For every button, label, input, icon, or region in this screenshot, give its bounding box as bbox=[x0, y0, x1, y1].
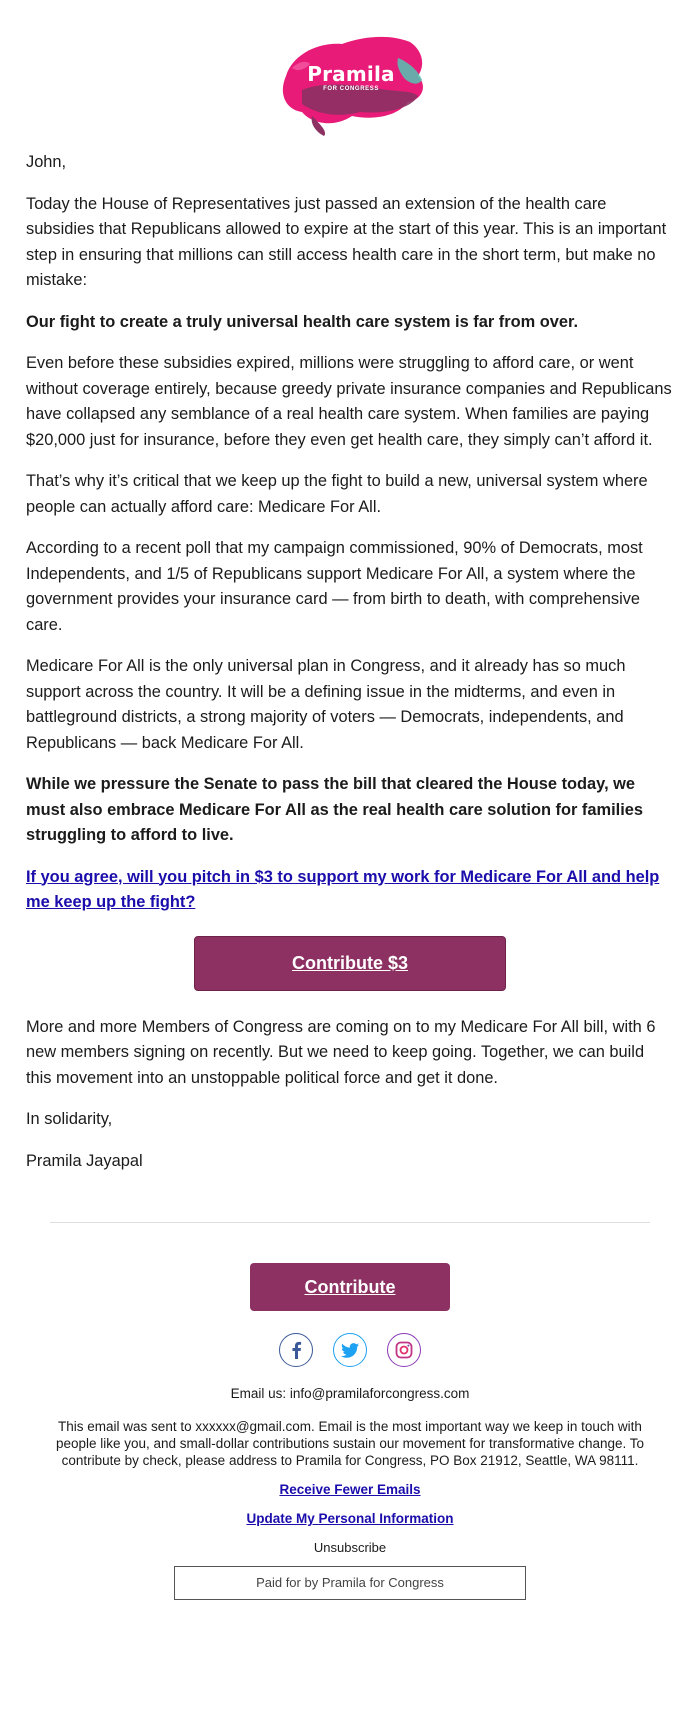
facebook-icon[interactable] bbox=[279, 1333, 313, 1367]
donate-cta-link[interactable]: If you agree, will you pitch in $3 to support my work for Medicare For All and help me keep up the fight? bbox=[26, 867, 660, 911]
logo-name: Pramila bbox=[307, 62, 395, 86]
paragraph-5: According to a recent poll that my campaign commissioned, 90% of Democrats, most Independents, and 1/5 of Republicans support Medicare For All, a system where the government provides your insurance card — from birth to death, with comprehensive care. bbox=[26, 539, 643, 634]
unsubscribe-link[interactable]: Unsubscribe bbox=[313, 1540, 387, 1555]
paragraph-6: Medicare For All is the only universal plan in Congress, and it already has so much support across the country. It will be a defining issue in the midterms, and even in battleground districts, a strong majority of voters — Democrats, independents, and Republicans — back Medicare For All. bbox=[26, 657, 626, 752]
paragraph-8: More and more Members of Congress are coming on to my Medicare For All bill, with 6 new members signing on recently. But we need to keep going. Together, we can build this movement into an unstoppable political force and get it done. bbox=[26, 1017, 656, 1087]
contribute-3-button[interactable]: Contribute $3 bbox=[194, 936, 506, 991]
contact-email: Email us: info@pramilaforcongress.com bbox=[230, 1386, 470, 1401]
instagram-icon[interactable] bbox=[387, 1333, 421, 1367]
pramila-logo[interactable] bbox=[272, 28, 430, 138]
logo-tagline: FOR CONGRESS bbox=[323, 86, 379, 92]
disclaimer-text: This email was sent to xxxxxx@gmail.com. Email is the most important way we keep in touch with people like you, and small-dollar contributions sustain our movement for transformative change. To contribute by check, please address to Pramila for Congress, PO Box 21912, Seattle, WA 98111. bbox=[55, 1419, 645, 1468]
update-info-link[interactable]: Update My Personal Information bbox=[246, 1511, 454, 1526]
email-body bbox=[0, 150, 700, 1174]
footer-contribute-button[interactable]: Contribute bbox=[250, 1263, 450, 1311]
twitter-icon[interactable] bbox=[333, 1333, 367, 1367]
header bbox=[0, 0, 700, 150]
footer bbox=[0, 1263, 700, 1600]
footer-divider bbox=[50, 1222, 650, 1223]
paragraph-4: That’s why it’s critical that we keep up the fight to build a new, universal system where people can actually afford care: Medicare For All. bbox=[26, 472, 648, 516]
paid-for-notice: Paid for by Pramila for Congress bbox=[174, 1566, 526, 1600]
contribute-row bbox=[26, 936, 674, 991]
social-links bbox=[0, 1333, 700, 1367]
signoff: In solidarity, bbox=[26, 1110, 113, 1128]
paragraph-1: Today the House of Representatives just passed an extension of the health care subsidies that Republicans allowed to expire at the start of this year. This is an important step in ensuring that millions can still access health care in the short term, but make no mistake: bbox=[26, 194, 667, 289]
paragraph-7-bold: While we pressure the Senate to pass the bill that cleared the House today, we must also embrace Medicare For All as the real health care solution for families struggling to afford to live. bbox=[26, 775, 643, 844]
signature: Pramila Jayapal bbox=[26, 1151, 143, 1170]
paragraph-2-bold: Our fight to create a truly universal health care system is far from over. bbox=[26, 312, 579, 331]
paragraph-3: Even before these subsidies expired, millions were struggling to afford care, or went without coverage entirely, because greedy private insurance companies and Republicans have collapsed any semblance of a real health care system. When families are paying $20,000 just for insurance, before they even get health care, they simply can’t afford it. bbox=[26, 354, 672, 449]
cta-paragraph bbox=[26, 865, 674, 916]
receive-fewer-emails-link[interactable]: Receive Fewer Emails bbox=[279, 1482, 421, 1497]
greeting: John, bbox=[26, 153, 67, 171]
